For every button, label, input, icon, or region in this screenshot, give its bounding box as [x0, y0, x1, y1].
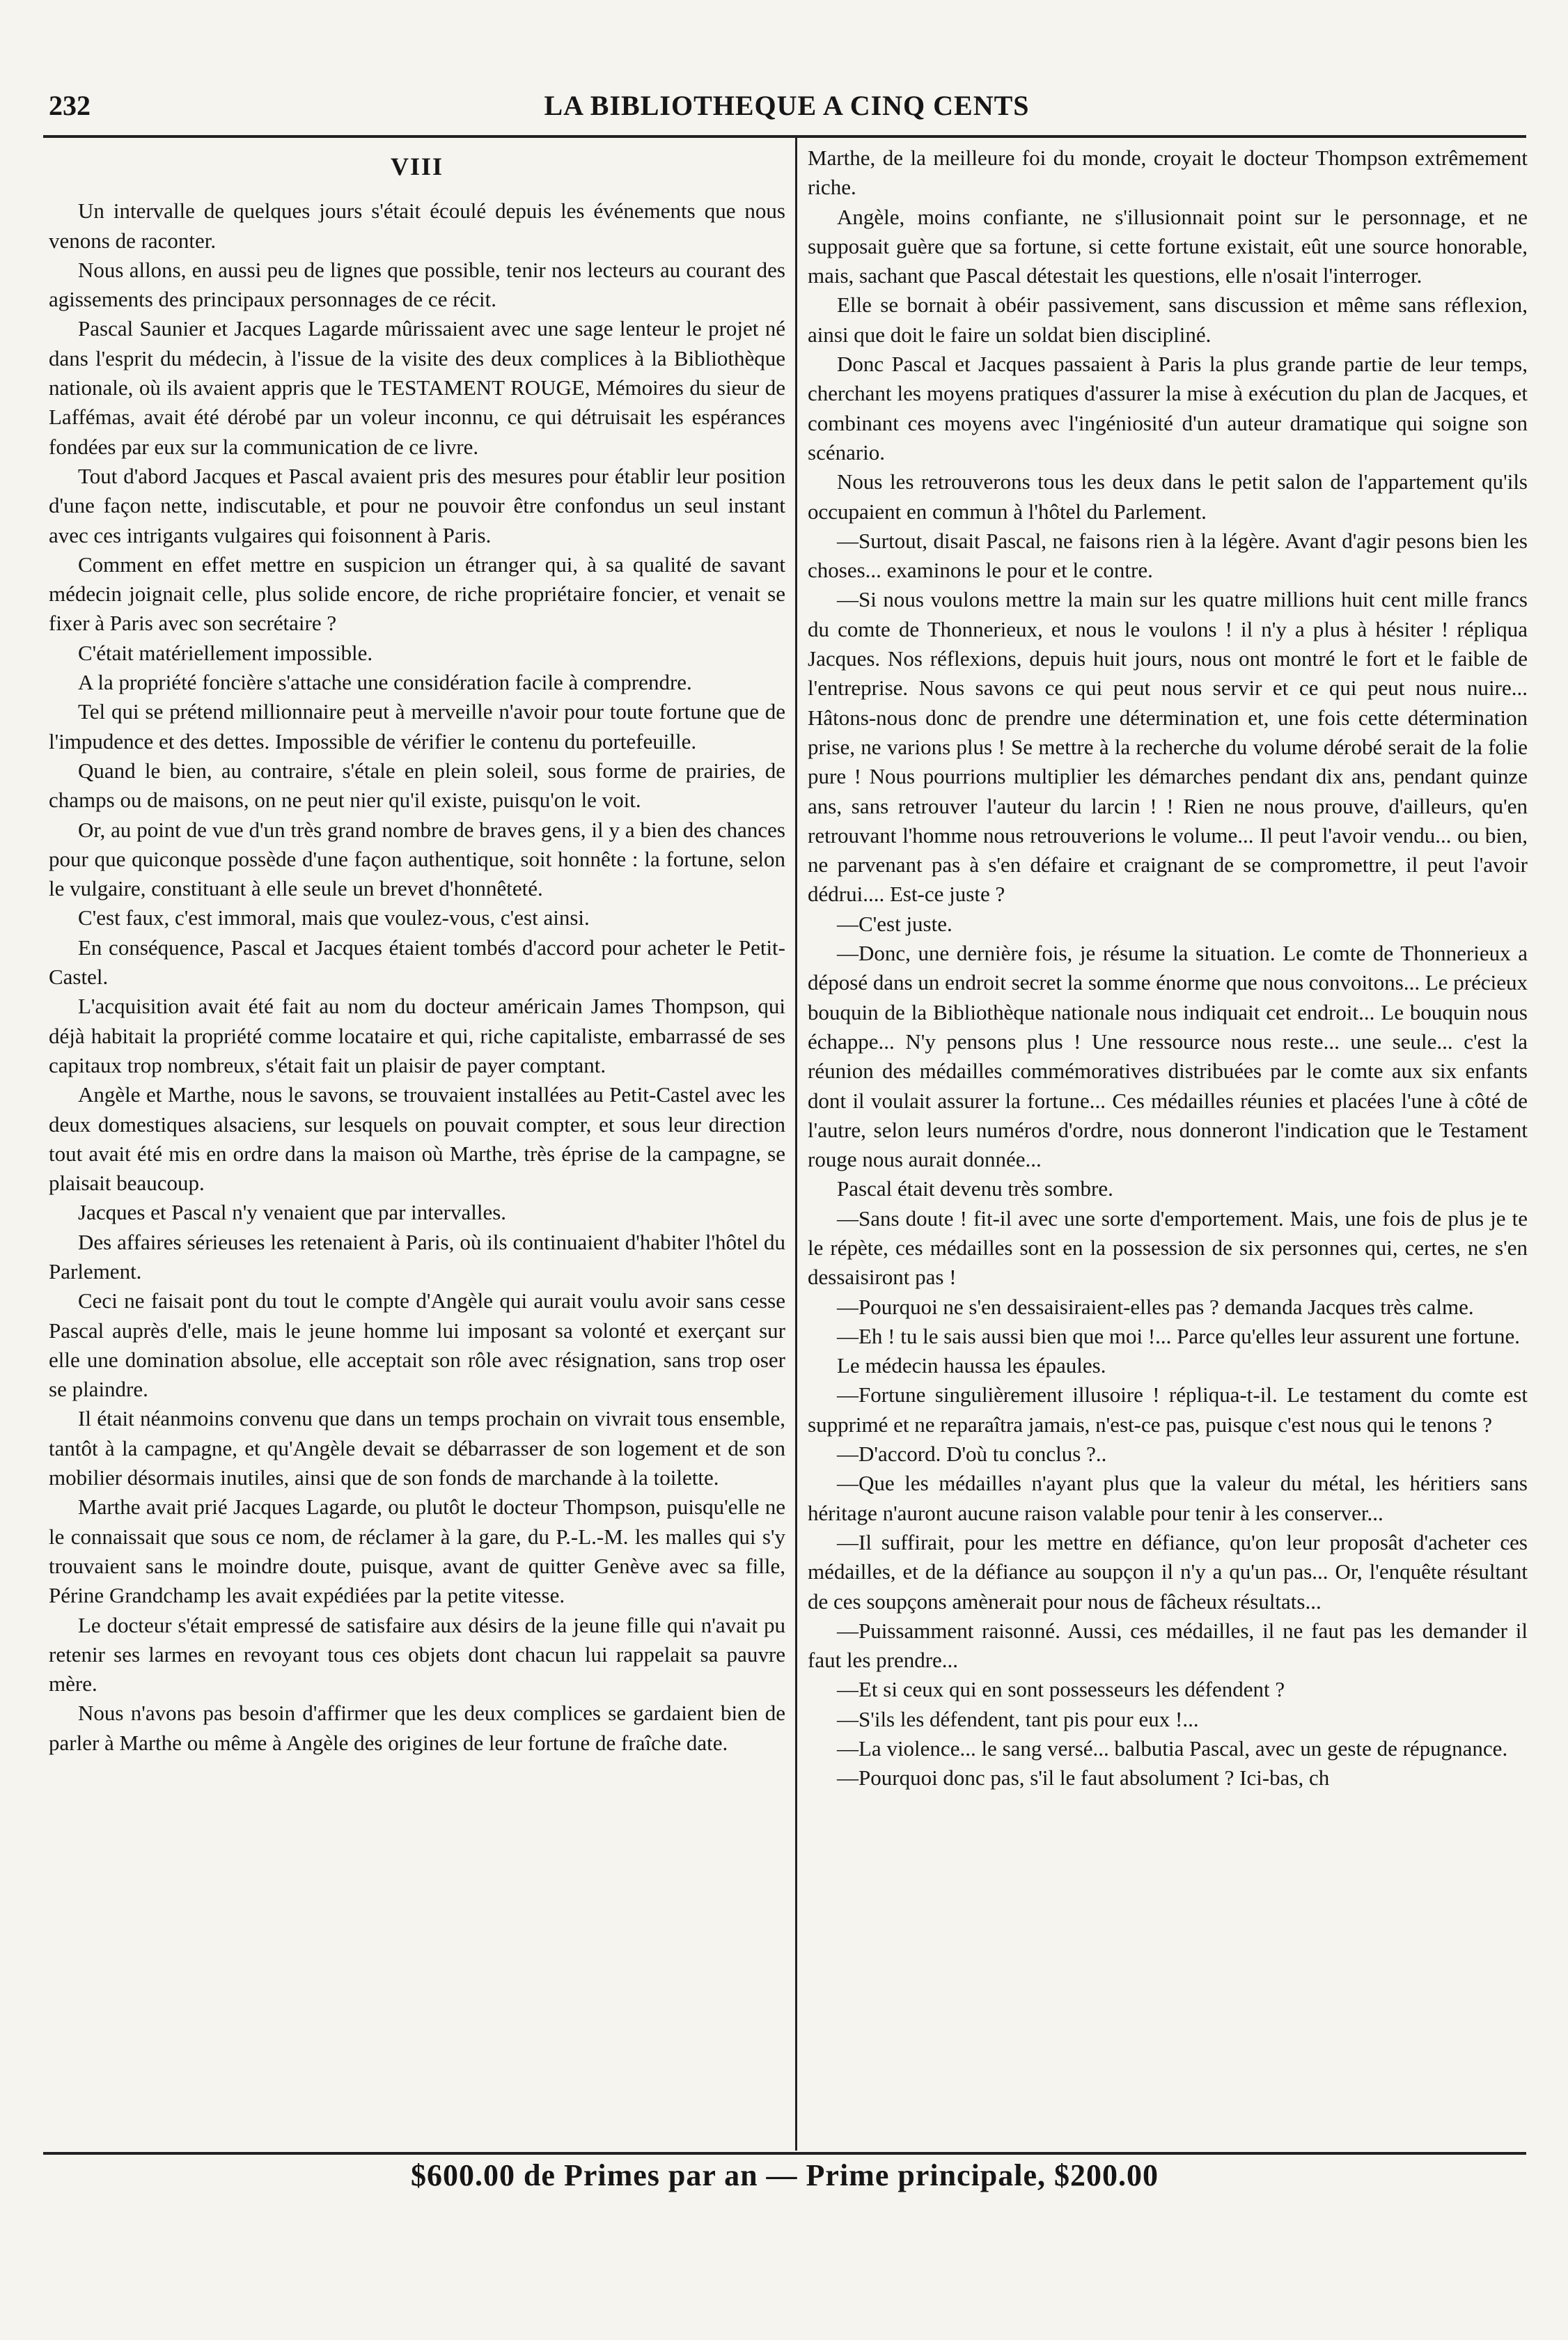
footer-rule	[43, 2152, 1526, 2155]
paragraph: —S'ils les défendent, tant pis pour eux !...	[837, 1706, 1199, 1731]
paragraph: Pascal Saunier et Jacques Lagarde mûrissaient avec une sage lenteur le projet né dans l'esprit du médecin, à l'issue de la visite des deux complices à la Bibliothèque nationale, où ils avaient appris que le TESTAMENT ROUGE, Mémoires du sieur de Laffémas, avait été dérobé par un voleur inconnu, ce qui détruisait les espérances fondées par eux sur la communication de ce livre.	[49, 316, 785, 459]
paragraph: Marthe avait prié Jacques Lagarde, ou plutôt le docteur Thompson, puisqu'elle ne le connaissait que sous ce nom, de réclamer à la gare, du P.-L.-M. les malles qui s'y trouvaient sans le moindre doute, puisque, avant de quitter Genève avec sa fille, Périne Grandchamp les avait expédiées par la petite vitesse.	[49, 1495, 785, 1608]
paragraph: L'acquisition avait été fait au nom du docteur américain James Thompson, qui déjà habitait la propriété comme locataire et qui, riche capitaliste, embarrassé de ses capitaux trop nombreux, s'était fait un plaisir de payer comptant.	[49, 994, 785, 1077]
paragraph: Nous les retrouverons tous les deux dans le petit salon de l'appartement qu'ils occupaient en commun à l'hôtel du Parlement.	[808, 469, 1528, 524]
paragraph: Or, au point de vue d'un très grand nombre de braves gens, il y a bien des chances pour que quiconque possède d'une façon authentique, soit honnête : la fortune, selon le vulgaire, constituant à elle seule un brevet d'honnêteté.	[49, 817, 785, 901]
paragraph: Le médecin haussa les épaules.	[837, 1353, 1106, 1378]
paragraph: —Puissamment raisonné. Aussi, ces médailles, il ne faut pas les demander il faut les prendre...	[808, 1618, 1528, 1673]
right-column	[808, 143, 1528, 2149]
header-rule	[43, 135, 1526, 138]
paragraph: —Sans doute ! fit-il avec une sorte d'emportement. Mais, une fois de plus je te le répète, ces médailles sont en la possession de six personnes qui, certes, ne s'en dessaisiront pas !	[808, 1206, 1528, 1290]
page-header	[49, 89, 1525, 134]
running-title: LA BIBLIOTHEQUE A CINQ CENTS	[544, 90, 1030, 121]
paragraph: —Surtout, disait Pascal, ne faisons rien à la légère. Avant d'agir pesons bien les choses... examinons le pour et le contre.	[808, 528, 1528, 583]
paragraph: C'était matériellement impossible.	[78, 640, 373, 665]
paragraph: A la propriété foncière s'attache une considération facile à comprendre.	[78, 670, 692, 695]
paragraph: Jacques et Pascal n'y venaient que par intervalles.	[78, 1200, 507, 1225]
paragraph: Un intervalle de quelques jours s'était écoulé depuis les événements que nous venons de raconter.	[49, 198, 785, 253]
paragraph: —Si nous voulons mettre la main sur les quatre millions huit cent mille francs du comte de Thonnerieux, et nous le voulons ! il n'y a plus à hésiter ! répliqua Jacques. Nos réflexions, depuis huit jours, nous ont montré le fort et le faible de l'entreprise. Nous savons ce qui peut nous servir et ce qui peut nous nuire... Hâtons-nous donc de prendre une détermination et, une fois cette détermination prise, ne varions plus ! Se mettre à la recherche du volume dérobé serait de la folie pure ! Nous pourrions multiplier les démarches pendant dix ans, pendant quinze ans, sans retrouver l'auteur du larcin ! ! Rien ne nous prouve, d'ailleurs, qu'en retrouvant l'homme nous retrouverions le volume... Il peut l'avoir vendu... ou bien, ne parvenant pas à s'en défaire et craignant de se compromettre, il peut l'avoir dédrui.... Est-ce juste ?	[808, 587, 1528, 907]
page-number: 232	[49, 90, 91, 121]
paragraph: Le docteur s'était empressé de satisfaire aux désirs de la jeune fille qui n'avait pu retenir ses larmes en revoyant tous ces objets dont chacun lui rappelait sa pauvre mère.	[49, 1612, 785, 1696]
left-column	[49, 143, 785, 2149]
paragraph: Elle se bornait à obéir passivement, sans discussion et même sans réflexion, ainsi que doit le faire un soldat bien discipliné.	[808, 292, 1528, 347]
paragraph: —C'est juste.	[837, 911, 952, 936]
paragraph: Ceci ne faisait pont du tout le compte d'Angèle qui aurait voulu avoir sans cesse Pascal auprès d'elle, mais le jeune homme lui imposant sa volonté et exerçant sur elle une domination absolue, elle acceptait son rôle avec résignation, sans trop oser se plaindre.	[49, 1288, 785, 1402]
paragraph: —D'accord. D'où tu conclus ?..	[837, 1442, 1107, 1467]
paragraph: Nous n'avons pas besoin d'affirmer que les deux complices se gardaient bien de parler à Marthe ou même à Angèle des origines de leur fortune de fraîche date.	[49, 1701, 785, 1755]
paragraph: Angèle et Marthe, nous le savons, se trouvaient installées au Petit-Castel avec les deux domestiques alsaciens, sur lesquels on pouvait compter, et sous leur direction tout avait été mis en ordre dans la maison où Marthe, très éprise de la campagne, se plaisait beaucoup.	[49, 1082, 785, 1196]
left-paragraphs	[49, 196, 785, 1758]
paragraph: C'est faux, c'est immoral, mais que voulez-vous, c'est ainsi.	[78, 905, 590, 930]
paragraph: —Donc, une dernière fois, je résume la situation. Le comte de Thonnerieux a déposé dans un endroit secret la somme énorme que nous convoitons... Le précieux bouquin de la Bibliothèque nationale nous indiquait cet endroit... Le bouquin nous échappe... N'y pensons plus ! Une ressource nous reste... une seule... c'est la réunion des médailles commémoratives distribuées par le comte aux six enfants dont il voulait assurer la fortune... Ces médailles réunies et placées l'une à côté de l'autre, selon leurs numéros d'ordre, nous donneront l'indication que le Testament rouge nous aurait donnée...	[808, 941, 1528, 1172]
chapter-heading: VIII	[390, 153, 444, 180]
paragraph: Angèle, moins confiante, ne s'illusionnait point sur le personnage, et ne supposait guère que sa fortune, si cette fortune existait, eût une source honorable, mais, sachant que Pascal détestait les questions, elle n'osait l'interroger.	[808, 204, 1528, 288]
paragraph: Donc Pascal et Jacques passaient à Paris la plus grande partie de leur temps, cherchant les moyens pratiques d'assurer la mise à exécution du plan de Jacques, et combinant ces moyens avec l'ingéniosité d'un auteur dramatique qui soigne son scénario.	[808, 352, 1528, 465]
paragraph: Nous allons, en aussi peu de lignes que possible, tenir nos lecteurs au courant des agissements des principaux personnages de ce récit.	[49, 257, 785, 312]
footer-banner: $600.00 de Primes par an — Prime principale, $200.00	[410, 2158, 1159, 2192]
paragraph: —Pourquoi ne s'en dessaisiraient-elles pas ? demanda Jacques très calme.	[837, 1294, 1474, 1319]
paragraph: Tel qui se prétend millionnaire peut à merveille n'avoir pour toute fortune que de l'impudence et des dettes. Impossible de vérifier le contenu du portefeuille.	[49, 699, 785, 754]
column-divider	[795, 138, 797, 2151]
paragraph: Tout d'abord Jacques et Pascal avaient pris des mesures pour établir leur position d'une façon nette, indiscutable, et pour ne pouvoir être confondus un seul instant avec ces intrigants vulgaires qui foisonnent à Paris.	[49, 463, 785, 547]
paragraph: Il était néanmoins convenu que dans un temps prochain on vivrait tous ensemble, tantôt à la campagne, et qu'Angèle devait se débarrasser de son logement et de son mobilier désormais inutiles, ainsi que de son fonds de marchande à la toilette.	[49, 1406, 785, 1490]
paragraph: —Il suffirait, pour les mettre en défiance, qu'on leur proposât d'acheter ces médailles, et de la défiance au soupçon il n'y a qu'un pas... Or, l'enquête résultant de ces soupçons amènerait pour nous de fâcheux résultats...	[808, 1529, 1528, 1614]
paragraph: —Eh ! tu le sais aussi bien que moi !... Parce qu'elles leur assurent une fortune.	[837, 1323, 1520, 1348]
paragraph: Quand le bien, au contraire, s'étale en plein soleil, sous forme de prairies, de champs ou de maisons, on ne peut nier qu'il existe, puisqu'on le voit.	[49, 758, 785, 813]
paragraph: Marthe, de la meilleure foi du monde, croyait le docteur Thompson extrêmement riche.	[808, 146, 1528, 200]
paragraph: —Fortune singulièrement illusoire ! répliqua-t-il. Le testament du comte est supprimé et ne reparaîtra jamais, n'est-ce pas, puisque c'est nous qui le tenons ?	[808, 1382, 1528, 1437]
right-paragraphs	[808, 143, 1528, 1793]
paragraph: —Pourquoi donc pas, s'il le faut absolument ? Ici-bas, ch	[837, 1765, 1330, 1791]
paragraph: —La violence... le sang versé... balbutia Pascal, avec un geste de répugnance.	[837, 1736, 1508, 1761]
paragraph: Pascal était devenu très sombre.	[837, 1176, 1113, 1201]
paragraph: —Et si ceux qui en sont possesseurs les défendent ?	[837, 1677, 1285, 1702]
paragraph: Des affaires sérieuses les retenaient à Paris, où ils continuaient d'habiter l'hôtel du Parlement.	[49, 1229, 785, 1284]
paragraph: —Que les médailles n'ayant plus que la valeur du métal, les héritiers sans héritage n'auront aucune raison valable pour tenir à les conserver...	[808, 1471, 1528, 1525]
paragraph: En conséquence, Pascal et Jacques étaient tombés d'accord pour acheter le Petit-Castel.	[49, 935, 785, 990]
paragraph: Comment en effet mettre en suspicion un étranger qui, à sa qualité de savant médecin joignait celle, plus solide encore, de riche propriétaire foncier, et venait se fixer à Paris avec son secrétaire ?	[49, 552, 785, 636]
